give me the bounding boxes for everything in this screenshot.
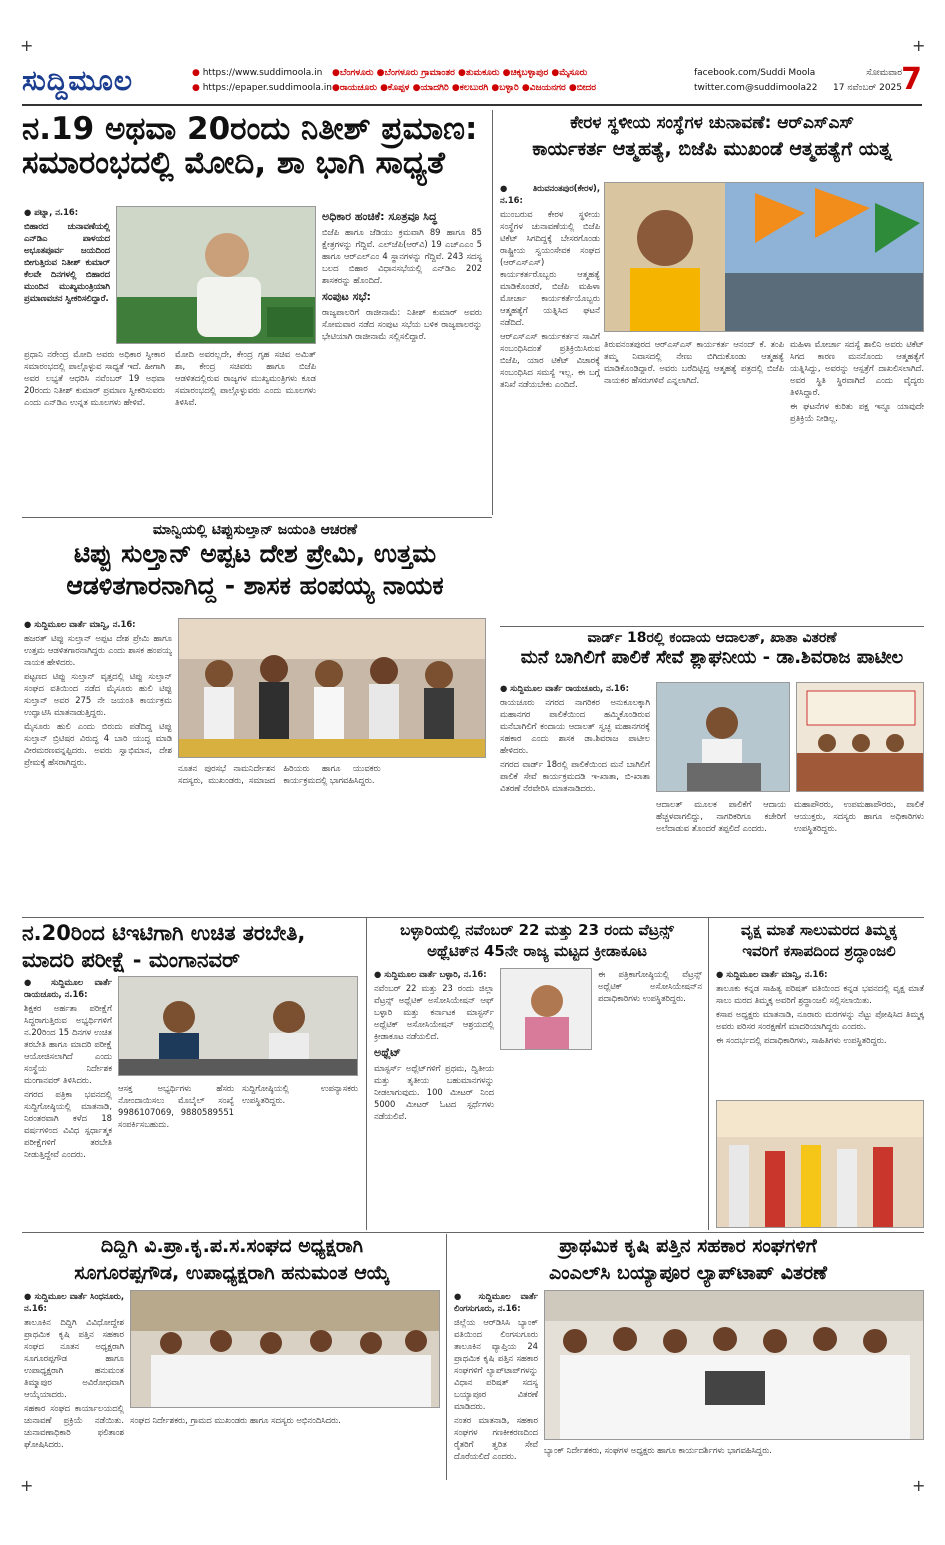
paragraph: ಬಿಜೆಪಿ ಹಾಗೂ ಜೆಡಿಯು ಕ್ರಮವಾಗಿ 89 ಹಾಗೂ 85 ಕ್ಷೇತ್ರಗಳನ್ನು ಗೆದ್ದಿವೆ. ಎಲ್‌ಜೆಪಿ(ಆರ್‌ವಿ) 19 ಎಚ್‌ಎಎಂ 5 ಹಾಗೂ ಆರ್‌ಎಲ್‌ಎಂ 4 ಸ್ಥಾನಗಳನ್ನು ಗೆದ್ದಿವೆ. 243 ಸದಸ್ಯ ಬಲದ ಬಿಹಾರ ವಿಧಾನಸಭೆಯಲ್ಲಿ ಎನ್‌ಡಿಎ 202 ಶಾಸಕರನ್ನು ಹೊಂದಿದೆ. <box>322 227 482 285</box>
photo-meeting-banner <box>796 682 924 792</box>
paragraph: ಪ್ರಧಾನಿ ನರೇಂದ್ರ ಮೋದಿ ಅವರು ಅಧಿಕಾರ ಸ್ವೀಕಾರ ಸಮಾರಂಭದಲ್ಲಿ ಪಾಲ್ಗೊಳ್ಳುವ ಸಾಧ್ಯತೆ ಇದೆ. ಹೀಗಾಗಿ ಅವರ ಲಭ್ಯತೆ ಆಧರಿಸಿ ನವೆಂಬರ್ 19 ಅಥವಾ 20ರಂದು ನಿತೀಶ್ ಕುಮಾರ್ ಪ್ರಮಾಣ ಸ್ವೀಕರಿಸುವರು ಎಂದು ಎನ್‌ಡಿಎ ಉನ್ನತ ಮೂಲಗಳು ಹೇಳಿವೆ. <box>24 349 165 407</box>
paragraph: ಮಾಸ್ಟರ್ಸ್ ಅಥ್ಲೆಟ್‌ಗಳಿಗೆ ಪ್ರಥಮ, ದ್ವಿತೀಯ ಮತ್ತು ತೃತೀಯ ಬಹುಮಾನಗಳನ್ನು ನೀಡಲಾಗುವುದು. 100 ಮೀಟರ್ ನಿಂದ 5000 ಮೀಟರ್ ಓಟದ ಸ್ಪರ್ಧೆಗಳು ನಡೆಯಲಿವೆ. <box>374 1063 494 1121</box>
byline: ● ಸುದ್ದಿಮೂಲ ವಾರ್ತೆ ಬಳ್ಳಾರಿ, ನ.16: <box>374 969 487 979</box>
photo-cooperative-members <box>130 1290 440 1408</box>
edition-cities <box>332 66 682 96</box>
paragraph: ಪಟ್ಟಣದ ಟಿಪ್ಪು ಸುಲ್ತಾನ್ ವೃತ್ತದಲ್ಲಿ ಟಿಪ್ಪು ಸುಲ್ತಾನ್ ಸಂಘದ ವತಿಯಿಂದ ನಡೆದ ಮೈಸೂರು ಹುಲಿ ಟಿಪ್ಪು ಸುಲ್ತಾನ್ ಅವರ 275 ನೇ ಜಯಂತಿ ಕಾರ್ಯಕ್ರಮ ಉದ್ಘಾಟಿಸಿ ಮಾತನಾಡುತ್ತಿದ್ದರು. <box>24 671 172 717</box>
column-divider <box>446 1234 447 1480</box>
byline: ● ಸುದ್ದಿಮೂಲ ವಾರ್ತೆ ಮಾನ್ವಿ, ನ.16: <box>24 619 136 629</box>
headline: ನ.19 ಅಥವಾ 20ರಂದು ನಿತೀಶ್ ಪ್ರಮಾಣ: <box>22 111 478 147</box>
paragraph: ಆರ್‌ಎಸ್‌ಎಸ್ ಕಾರ್ಯಕರ್ತನ ಸಾವಿಗೆ ಸಂಬಂಧಿಸಿದಂತೆ ಪ್ರತಿಕ್ರಿಯಿಸಿರುವ ಬಿಜೆಪಿ, ಯಾರ ಟಿಕೆಟ್ ವಿಚಾರಕ್ಕೆ ಸಂಬಂಧಿಸಿದ ಸಮಸ್ಯೆ ಇಲ್ಲ. ಈ ಬಗ್ಗೆ ತನಿಖೆ ನಡೆಯಬೇಕು ಎಂದಿದೆ. <box>500 331 600 389</box>
column-divider <box>492 110 493 515</box>
article-body <box>790 338 924 513</box>
subheading: ಅಧಿಕಾರ ಹಂಚಿಕೆ: ಸೂತ್ರವೂ ಸಿದ್ಧ <box>322 210 438 223</box>
article-body <box>118 1082 358 1228</box>
photo-tippu-jayanti <box>178 618 486 758</box>
article-body <box>24 348 316 510</box>
headline: ಟಿಪ್ಪು ಸುಲ್ತಾನ್ ಅಪ್ಪಟ ದೇಶ ಪ್ರೇಮಿ, ಉತ್ತಮ <box>73 539 437 568</box>
facebook-link[interactable]: facebook.com/Suddi Moola <box>694 68 816 78</box>
paragraph: ರಾಜ್ಯಪಾಲರಿಗೆ ರಾಜೀನಾಮೆ: ನಿತೀಶ್ ಕುಮಾರ್ ಅವರು ಸೋಮವಾರ ನಡೆದ ಸಂಪುಟ ಸಭೆಯ ಬಳಿಕ ರಾಜ್ಯಪಾಲರನ್ನು ಭೇಟಿಯಾಗಿ ರಾಜೀನಾಮೆ ಸಲ್ಲಿಸಲಿದ್ದಾರೆ. <box>322 307 482 341</box>
headline: ಸಮಾರಂಭದಲ್ಲಿ ಮೋದಿ, ಶಾ ಭಾಗಿ ಸಾಧ್ಯತೆ <box>22 145 445 182</box>
website-links <box>192 66 332 96</box>
byline: ● ಸುದ್ದಿಮೂಲ ವಾರ್ತೆ ಮಾನ್ವಿ, ನ.16: <box>716 969 828 979</box>
article-body <box>716 968 924 1096</box>
article-tet-training <box>22 922 362 972</box>
article-laptop <box>452 1236 924 1284</box>
paragraph: ಈ ಘಟನೆಗಳ ಕುರಿತು ಪಕ್ಷ ಇನ್ನೂ ಯಾವುದೇ ಪ್ರತಿಕ್ರಿಯೆ ನೀಡಿಲ್ಲ. <box>790 401 924 423</box>
headline: ವೃಕ್ಷ ಮಾತೆ ಸಾಲುಮರದ ತಿಮ್ಮಕ್ಕ <box>740 921 898 939</box>
subheading: ಅಥ್ಲೆಟ್ <box>374 1046 401 1059</box>
headline: ಇವರಿಗೆ ಕಸಾಪದಿಂದ ಶ್ರದ್ಧಾಂಜಲಿ <box>742 941 896 960</box>
paragraph: ಕಸಾಪ ಅಧ್ಯಕ್ಷರು ಮಾತನಾಡಿ, ನೂರಾರು ಮರಗಳನ್ನು ನೆಟ್ಟು ಪೋಷಿಸಿದ ತಿಮ್ಮಕ್ಕ ಅವರು ಪರಿಸರ ಸಂರಕ್ಷಣೆಗೆ ಮಾದರಿಯಾಗಿದ್ದರು ಎಂದರು. <box>716 1009 924 1031</box>
headline: ಕೇರಳ ಸ್ಥಳೀಯ ಸಂಸ್ಥೆಗಳ ಚುನಾವಣೆ: ಆರ್‌ಎಸ್‌ಎಸ್ <box>570 113 854 133</box>
byline: ● ಸುದ್ದಿಮೂಲ ವಾರ್ತೆ ರಾಯಚೂರು, ನ.16: <box>24 977 112 999</box>
date-block <box>822 66 902 96</box>
photo-tribute-gathering <box>716 1100 924 1228</box>
headline: ಸೂಗೂರಪ್ಪಗೌಡ, ಉಪಾಧ್ಯಕ್ಷರಾಗಿ ಹನುಮಂತ ಆಯ್ಕೆ <box>74 1261 390 1284</box>
issue-date: 17 ನವೆಂಬರ್ 2025 <box>833 83 902 93</box>
paragraph: ನಗರದ ವಾರ್ಡ್ 18ರಲ್ಲಿ ಪಾಲಿಕೆಯಿಂದ ಮನೆ ಬಾಗಿಲಿಗೆ ಪಾಲಿಕೆ ಸೇವೆ ಕಾರ್ಯಕ್ರಮದಡಿ ಇ-ಖಾತಾ, ಬಿ-ಖಾತಾ ವಿತರಣೆ ನೆರವೇರಿಸಿ ಮಾತನಾಡಿದರು. <box>500 759 650 793</box>
paragraph: ಶಿಕ್ಷಕರ ಅರ್ಹತಾ ಪರೀಕ್ಷೆಗೆ ಸಿದ್ಧರಾಗುತ್ತಿರುವ ಅಭ್ಯರ್ಥಿಗಳಿಗೆ ನ.20ರಿಂದ 15 ದಿನಗಳ ಉಚಿತ ತರಬೇತಿ ಹಾಗೂ ಮಾದರಿ ಪರೀಕ್ಷೆ ಆಯೋಜಿಸಲಾಗಿದೆ ಎಂದು ಸಂಸ್ಥೆಯ ನಿರ್ದೇಶಕ ಮಂಗಾನವರ್ ತಿಳಿಸಿದರು. <box>24 1003 112 1085</box>
page-number: 7 <box>901 62 922 97</box>
masthead <box>22 62 922 106</box>
paragraph: ಮುಂಬರುವ ಕೇರಳ ಸ್ಥಳೀಯ ಸಂಸ್ಥೆಗಳ ಚುನಾವಣೆಯಲ್ಲಿ ಬಿಜೆಪಿ ಟಿಕೆಟ್ ಸಿಗದಿದ್ದಕ್ಕೆ ಬೇಸರಗೊಂಡು ರಾಷ್ಟ್ರೀಯ ಸ್ವಯಂಸೇವಕ ಸಂಘದ (ಆರ್‌ಎಸ್‌ಎಸ್) ಕಾರ್ಯಕರ್ತರೊಬ್ಬರು ಆತ್ಮಹತ್ಯೆ ಮಾಡಿಕೊಂಡರೆ, ಬಿಜೆಪಿ ಮಹಿಳಾ ಮೋರ್ಚಾ ಕಾರ್ಯಕರ್ತೆಯೊಬ್ಬರು ಆತ್ಮಹತ್ಯೆಗೆ ಯತ್ನಿಸಿದ ಘಟನೆ ನಡೆದಿದೆ. <box>500 209 600 327</box>
article-body <box>454 1290 538 1478</box>
paragraph: ತಿರುವನಂತಪುರದ ಆರ್‌ಎಸ್‌ಎಸ್ ಕಾರ್ಯಕರ್ತ ಆನಂದ್ ಕೆ. ತಂಪಿ ತಮ್ಮ ನಿವಾಸದಲ್ಲಿ ನೇಣು ಬಿಗಿದುಕೊಂಡು ಆತ್ಮಹತ್ಯೆ ಮಾಡಿಕೊಂಡಿದ್ದಾರೆ. ಅವರು ಬರೆದಿಟ್ಟಿದ್ದ ಆತ್ಮಹತ್ಯೆ ಪತ್ರದಲ್ಲಿ ಬಿಜೆಪಿ ನಾಯಕರ ಹೆಸರುಗಳಿವೆ ಎನ್ನಲಾಗಿದೆ. <box>604 339 784 385</box>
website-url[interactable]: ● https://www.suddimoola.in <box>192 66 332 81</box>
column-divider <box>366 918 367 1230</box>
article-body <box>24 976 112 1226</box>
paragraph: ನೂತನ ಪುರಸಭೆ ನಾಮನಿರ್ದೇಶನ ಸದಸ್ಯರು, ಮುಖಂಡರು, ಸಮಾಜದ ಹಿರಿಯರು ಹಾಗೂ ಯುವಕರು ಕಾರ್ಯಕ್ರಮದಲ್ಲಿ ಭಾಗವಹಿಸಿದ್ದರು. <box>178 763 381 785</box>
subheading: ಸಂಪುಟ ಸಭೆ: <box>322 290 371 303</box>
article-body <box>374 968 494 1228</box>
paragraph: ಜಿಲ್ಲೆಯ ಆರ್‌ಡಿಸಿಸಿ ಬ್ಯಾಂಕ್ ವತಿಯಿಂದ ಲಿಂಗಸುಗೂರು ತಾಲೂಕಿನ ವ್ಯಾಪ್ತಿಯ 24 ಪ್ರಾಥಮಿಕ ಕೃಷಿ ಪತ್ತಿನ ಸಹಕಾರ ಸಂಘಗಳಿಗೆ ಲ್ಯಾಪ್‌ಟಾಪ್‌ಗಳನ್ನು ವಿಧಾನ ಪರಿಷತ್ ಸದಸ್ಯ ಬಯ್ಯಾಪೂರ ವಿತರಣೆ ಮಾಡಿದರು. <box>454 1317 538 1411</box>
crop-mark-icon: + <box>912 1476 926 1495</box>
weekday: ಸೋಮವಾರ <box>866 68 902 78</box>
article-ward18 <box>500 630 924 668</box>
crop-mark-icon: + <box>20 36 34 55</box>
byline: ● ಸುದ್ದಿಮೂಲ ವಾರ್ತೆ ಸಿಂಧನೂರು, ನ.16: <box>24 1291 124 1313</box>
paragraph: ಮಹಾಪೌರರು, ಉಪಮಹಾಪೌರರು, ಪಾಲಿಕೆ ಆಯುಕ್ತರು, ಸದಸ್ಯರು ಹಾಗೂ ಅಧಿಕಾರಿಗಳು ಉಪಸ್ಥಿತರಿದ್ದರು. <box>794 799 924 833</box>
paragraph: ಸುದ್ದಿಗೋಷ್ಠಿಯಲ್ಲಿ ಉಪನ್ಯಾಸಕರು ಉಪಸ್ಥಿತರಿದ್ದರು. <box>242 1083 358 1105</box>
paragraph: ಆದಾಲತ್ ಮೂಲಕ ಪಾಲಿಕೆಗೆ ಆದಾಯ ಹೆಚ್ಚಳವಾಗಲಿದ್ದು, ನಾಗರಿಕರಿಗೂ ಕಚೇರಿಗೆ ಅಲೆದಾಡುವ ತೊಂದರೆ ತಪ್ಪಲಿದೆ ಎಂದರು. <box>656 799 786 833</box>
paragraph: ಮೋದಿ ಅವರಲ್ಲದೇ, ಕೇಂದ್ರ ಗೃಹ ಸಚಿವ ಅಮಿತ್ ಶಾ, ಕೇಂದ್ರ ಸಚಿವರು ಹಾಗೂ ಬಿಜೆಪಿ ಆಡಳಿತದಲ್ಲಿರುವ ರಾಜ್ಯಗಳ ಮುಖ್ಯಮಂತ್ರಿಗಳು ಕೂಡ ಸಮಾರಂಭದಲ್ಲಿ ಪಾಲ್ಗೊಳ್ಳುವರು ಎಂದು ಮೂಲಗಳು ತಿಳಿಸಿವೆ. <box>175 349 316 407</box>
twitter-link[interactable]: twitter.com@suddimoola22 <box>694 83 818 93</box>
epaper-url[interactable]: ● https://epaper.suddimoola.in <box>192 81 332 96</box>
article-body <box>322 206 482 506</box>
paragraph: ತಾಲೂಕು ಕನ್ನಡ ಸಾಹಿತ್ಯ ಪರಿಷತ್ ವತಿಯಿಂದ ಕನ್ನಡ ಭವನದಲ್ಲಿ ವೃಕ್ಷ ಮಾತೆ ಸಾಲು ಮರದ ತಿಮ್ಮಕ್ಕ ಅವರಿಗೆ ಶ್ರದ್ಧಾಂಜಲಿ ಸಲ್ಲಿಸಲಾಯಿತು. <box>716 983 924 1005</box>
paragraph: ಆಸಕ್ತ ಅಭ್ಯರ್ಥಿಗಳು ಹೆಸರು ನೋಂದಾಯಿಸಲು ಮೊಬೈಲ್ ಸಂಖ್ಯೆ 9986107069, 9880589551 ಸಂಪರ್ಕಿಸಬಹುದು. <box>118 1083 234 1129</box>
headline: ಮನೆ ಬಾಗಿಲಿಗೆ ಪಾಲಿಕೆ ಸೇವೆ ಶ್ಲಾಘನೀಯ - ಡಾ.ಶಿವರಾಜ ಪಾಟೀಲ <box>520 647 904 668</box>
section-divider <box>22 517 492 518</box>
paragraph: ಹಜರತ್ ಟಿಪ್ಪು ಸುಲ್ತಾನ್ ಅಪ್ಪಟ ದೇಶ ಪ್ರೇಮಿ ಹಾಗೂ ಉತ್ತಮ ಆಡಳಿತಗಾರನಾಗಿದ್ದರು ಎಂದು ಶಾಸಕ ಹಂಪಯ್ಯ ನಾಯಕ ಹೇಳಿದರು. <box>24 633 172 667</box>
masthead-logo: ಸುದ್ದಿಮೂಲ <box>22 64 134 97</box>
article-thimmakka <box>714 922 924 959</box>
article-body <box>500 682 650 912</box>
crop-mark-icon: + <box>912 36 926 55</box>
article-body <box>598 968 702 1228</box>
article-diddgi <box>22 1236 442 1284</box>
headline: ಕಾರ್ಯಕರ್ತ ಆತ್ಮಹತ್ಯೆ, ಬಿಜೆಪಿ ಮುಖಂಡೆ ಆತ್ಮಹತ್ಯೆಗೆ ಯತ್ನ <box>532 137 892 160</box>
paragraph: ಬ್ಯಾಂಕ್ ನಿರ್ದೇಶಕರು, ಸಂಘಗಳ ಅಧ್ಯಕ್ಷರು ಹಾಗೂ ಕಾರ್ಯದರ್ಶಿಗಳು ಭಾಗವಹಿಸಿದ್ದರು. <box>544 1445 772 1455</box>
article-body <box>178 762 486 908</box>
article-body <box>500 182 600 512</box>
photo-speaker-woman <box>500 968 592 1050</box>
paragraph: ಸಂಘದ ನಿರ್ದೇಶಕರು, ಗ್ರಾಮದ ಮುಖಂಡರು ಹಾಗೂ ಸದಸ್ಯರು ಅಭಿನಂದಿಸಿದರು. <box>130 1415 341 1425</box>
article-body <box>24 618 172 908</box>
article-body <box>130 1414 440 1478</box>
section-divider <box>500 626 924 627</box>
headline: ಎಂಎಲ್‌ಸಿ ಬಯ್ಯಾಪೂರ ಲ್ಯಾಪ್‌ಟಾಪ್ ವಿತರಣೆ <box>549 1261 827 1284</box>
byline: ● ಸುದ್ದಿಮೂಲ ವಾರ್ತೆ ಲಿಂಗಸುಗೂರು, ನ.16: <box>454 1291 538 1313</box>
paragraph: ಮಹಿಳಾ ಮೋರ್ಚಾ ಸದಸ್ಯೆ ಶಾಲಿನಿ ಅವರು ಟಿಕೆಟ್ ಸಿಗದ ಕಾರಣ ಮನನೊಂದು ಆತ್ಮಹತ್ಯೆಗೆ ಯತ್ನಿಸಿದ್ದು, ಅವರನ್ನು ಆಸ್ಪತ್ರೆಗೆ ದಾಖಲಿಸಲಾಗಿದೆ. ಅವರ ಸ್ಥಿತಿ ಸ್ಥಿರವಾಗಿದೆ ಎಂದು ವೈದ್ಯರು ತಿಳಿಸಿದ್ದಾರೆ. <box>790 339 924 397</box>
cities-line-1: ●ಬೆಂಗಳೂರು ●ಬೆಂಗಳೂರು ಗ್ರಾಮಾಂತರ ●ತುಮಕೂರು ●ಚಿಕ್ಕಬಳ್ಳಾಪುರ ●ಮೈಸೂರು <box>332 68 588 78</box>
headline: ಬಳ್ಳಾರಿಯಲ್ಲಿ ನವೆಂಬರ್ 22 ಮತ್ತು 23 ರಂದು ವೆಟ್ರನ್ಸ್ <box>400 921 674 939</box>
kicker: ವಾರ್ಡ್ 18ರಲ್ಲಿ ಕಂದಾಯ ಆದಾಲತ್, ಖಾತಾ ವಿತರಣೆ <box>587 630 837 646</box>
article-body <box>24 1290 124 1478</box>
article-veterans <box>372 922 702 959</box>
article-body <box>604 338 784 513</box>
headline: ಆಡಳಿತಗಾರನಾಗಿದ್ದ - ಶಾಸಕ ಹಂಪಯ್ಯ ನಾಯಕ <box>66 570 444 600</box>
headline: ನ.20ರಿಂದ ಟಿಇಟಿಗಾಗಿ ಉಚಿತ ತರಬೇತಿ, <box>22 921 306 945</box>
paragraph: ನಂತರ ಮಾತನಾಡಿ, ಸಹಕಾರ ಸಂಘಗಳ ಗಣಕೀಕರಣದಿಂದ ರೈತರಿಗೆ ತ್ವರಿತ ಸೇವೆ ದೊರೆಯಲಿದೆ ಎಂದರು. <box>454 1415 538 1461</box>
headline: ಅಥ್ಲೆಟಿಕ್‌ನ 45ನೇ ರಾಜ್ಯ ಮಟ್ಟದ ಕ್ರೀಡಾಕೂಟ <box>427 941 647 960</box>
paragraph: ಈ ಸಂದರ್ಭದಲ್ಲಿ ಪದಾಧಿಕಾರಿಗಳು, ಸಾಹಿತಿಗಳು ಉಪಸ್ಥಿತರಿದ್ದರು. <box>716 1035 887 1045</box>
kicker: ಮಾನ್ವಿಯಲ್ಲಿ ಟಿಪ್ಪುಸುಲ್ತಾನ್ ಜಯಂತಿ ಆಚರಣೆ <box>152 522 358 538</box>
headline: ಪ್ರಾಥಮಿಕ ಕೃಷಿ ಪತ್ತಿನ ಸಹಕಾರ ಸಂಘಗಳಿಗೆ <box>559 1235 817 1257</box>
photo-nitish-kumar <box>116 206 316 344</box>
photo-press-meet <box>118 976 358 1076</box>
photo-mla-speaking <box>656 682 790 792</box>
photo-rally-flags <box>604 182 924 332</box>
paragraph: ಮೈಸೂರು ಹುಲಿ ಎಂದು ಬಿರುದು ಪಡೆದಿದ್ದ ಟಿಪ್ಪು ಸುಲ್ತಾನ್ ಬ್ರಿಟಿಷರ ವಿರುದ್ಧ 4 ಬಾರಿ ಯುದ್ಧ ಮಾಡಿ ವೀರಮರಣವನ್ನಪ್ಪಿದರು. ಅವರು ಸ್ವಾಭಿಮಾನ, ದೇಶ ಪ್ರೇಮಕ್ಕೆ ಹೆಸರಾಗಿದ್ದರು. <box>24 721 172 767</box>
paragraph: ತಾಲೂಕಿನ ದಿದ್ದಿಗಿ ವಿವಿಧೋದ್ದೇಶ ಪ್ರಾಥಮಿಕ ಕೃಷಿ ಪತ್ತಿನ ಸಹಕಾರ ಸಂಘದ ನೂತನ ಅಧ್ಯಕ್ಷರಾಗಿ ಸೂಗೂರಪ್ಪಗೌಡ ಹಾಗೂ ಉಪಾಧ್ಯಕ್ಷರಾಗಿ ಹನುಮಂತ ತಿಮ್ಮಾಪುರ ಅವಿರೋಧವಾಗಿ ಆಯ್ಕೆಯಾದರು. <box>24 1317 124 1399</box>
article-tippu <box>22 522 488 599</box>
headline: ದಿದ್ದಿಗಿ ವಿ.ಪ್ರಾ.ಕೃ.ಪ.ಸ.ಸಂಘದ ಅಧ್ಯಕ್ಷರಾಗಿ <box>100 1235 364 1257</box>
section-divider <box>22 1232 924 1233</box>
byline: ● ಪಟ್ನಾ, ನ.16: <box>24 207 79 217</box>
paragraph: ನಗರದ ಪತ್ರಿಕಾ ಭವನದಲ್ಲಿ ಸುದ್ದಿಗೋಷ್ಠಿಯಲ್ಲಿ ಮಾತನಾಡಿ, ನಿರಂತರವಾಗಿ ಕಳೆದ 18 ವರ್ಷಗಳಿಂದ ವಿವಿಧ ಸ್ಪರ್ಧಾತ್ಮಕ ಪರೀಕ್ಷೆಗಳಿಗೆ ತರಬೇತಿ ನೀಡುತ್ತಿದ್ದೇವೆ ಎಂದರು. <box>24 1089 112 1159</box>
paragraph: ಸಹಕಾರ ಸಂಘದ ಕಾರ್ಯಾಲಯದಲ್ಲಿ ಚುನಾವಣೆ ಪ್ರಕ್ರಿಯೆ ನಡೆಯಿತು. ಚುನಾವಣಾಧಿಕಾರಿ ಫಲಿತಾಂಶ ಘೋಷಿಸಿದರು. <box>24 1403 124 1449</box>
article-body <box>544 1444 924 1480</box>
social-links <box>694 66 818 96</box>
article-kerala <box>500 114 924 160</box>
byline: ● ತಿರುವನಂತಪುರ(ಕೇರಳ), ನ.16: <box>500 183 600 205</box>
crop-mark-icon: + <box>20 1476 34 1495</box>
byline: ● ಸುದ್ದಿಮೂಲ ವಾರ್ತೆ ರಾಯಚೂರು, ನ.16: <box>500 683 629 693</box>
paragraph: ರಾಯಚೂರು ನಗರದ ನಾಗರಿಕರ ಅನುಕೂಲಕ್ಕಾಗಿ ಮಹಾನಗರ ಪಾಲಿಕೆಯಿಂದ ಹಮ್ಮಿಕೊಂಡಿರುವ ಮನೆಬಾಗಿಲಿಗೆ ಕಂದಾಯ ಆದಾಲತ್ ಸ್ವಚ್ಛ ಮಹಾನಗರಕ್ಕೆ ಸಹಕಾರ ಎಂದು ಶಾಸಕ ಡಾ.ಶಿವರಾಜ ಪಾಟೀಲ ಹೇಳಿದರು. <box>500 697 650 755</box>
section-divider <box>22 917 924 918</box>
paragraph: ಈ ಪತ್ರಿಕಾಗೋಷ್ಠಿಯಲ್ಲಿ ವೆಟ್ರನ್ಸ್ ಅಥ್ಲೆಟಿಕ್ ಅಸೋಸಿಯೇಷನ್‌ನ ಪದಾಧಿಕಾರಿಗಳು ಉಪಸ್ಥಿತರಿದ್ದರು. <box>598 969 702 1003</box>
photo-laptop-distribution <box>544 1290 924 1440</box>
lede: ಬಿಹಾರದ ಚುನಾವಣೆಯಲ್ಲಿ ಎನ್‌ಡಿಎ ಪಾಳಯದ ಅಭೂತಪೂರ್ವ ಜಯದಿಂದ ಬೀಗುತ್ತಿರುವ ನಿತೀಶ್ ಕುಮಾರ್ ಕೆಲವೇ ದಿನಗಳಲ್ಲಿ ಬಿಹಾರದ ಮುಂದಿನ ಮುಖ್ಯಮಂತ್ರಿಯಾಗಿ ಪ್ರಮಾಣವಚನ ಸ್ವೀಕರಿಸಲಿದ್ದಾರೆ. <box>24 221 110 303</box>
cities-line-2: ●ರಾಯಚೂರು ●ಕೊಪ್ಪಳ ●ಯಾದಗಿರಿ ●ಕಲಬುರಗಿ ●ಬಳ್ಳಾರಿ ●ವಿಜಯನಗರ ●ಬೀದರ <box>332 83 597 93</box>
paragraph: ನವೆಂಬರ್ 22 ಮತ್ತು 23 ರಂದು ಜಿಲ್ಲಾ ವೆಟ್ರನ್ಸ್ ಅಥ್ಲೆಟಿಕ್ ಅಸೋಸಿಯೇಷನ್ ಆಫ್ ಬಳ್ಳಾರಿ ಮತ್ತು ಕರ್ನಾಟಕ ಮಾಸ್ಟರ್ಸ್ ಅಥ್ಲೆಟಿಕ್ ಅಸೋಸಿಯೇಷನ್ ಆಶ್ರಯದಲ್ಲಿ ಕ್ರೀಡಾಕೂಟ ನಡೆಯಲಿದೆ. <box>374 983 494 1041</box>
article-body <box>656 798 924 912</box>
article-nitish <box>22 112 488 180</box>
column-divider <box>708 918 709 1230</box>
headline: ಮಾದರಿ ಪರೀಕ್ಷೆ - ಮಂಗಾನವರ್ <box>22 948 240 973</box>
